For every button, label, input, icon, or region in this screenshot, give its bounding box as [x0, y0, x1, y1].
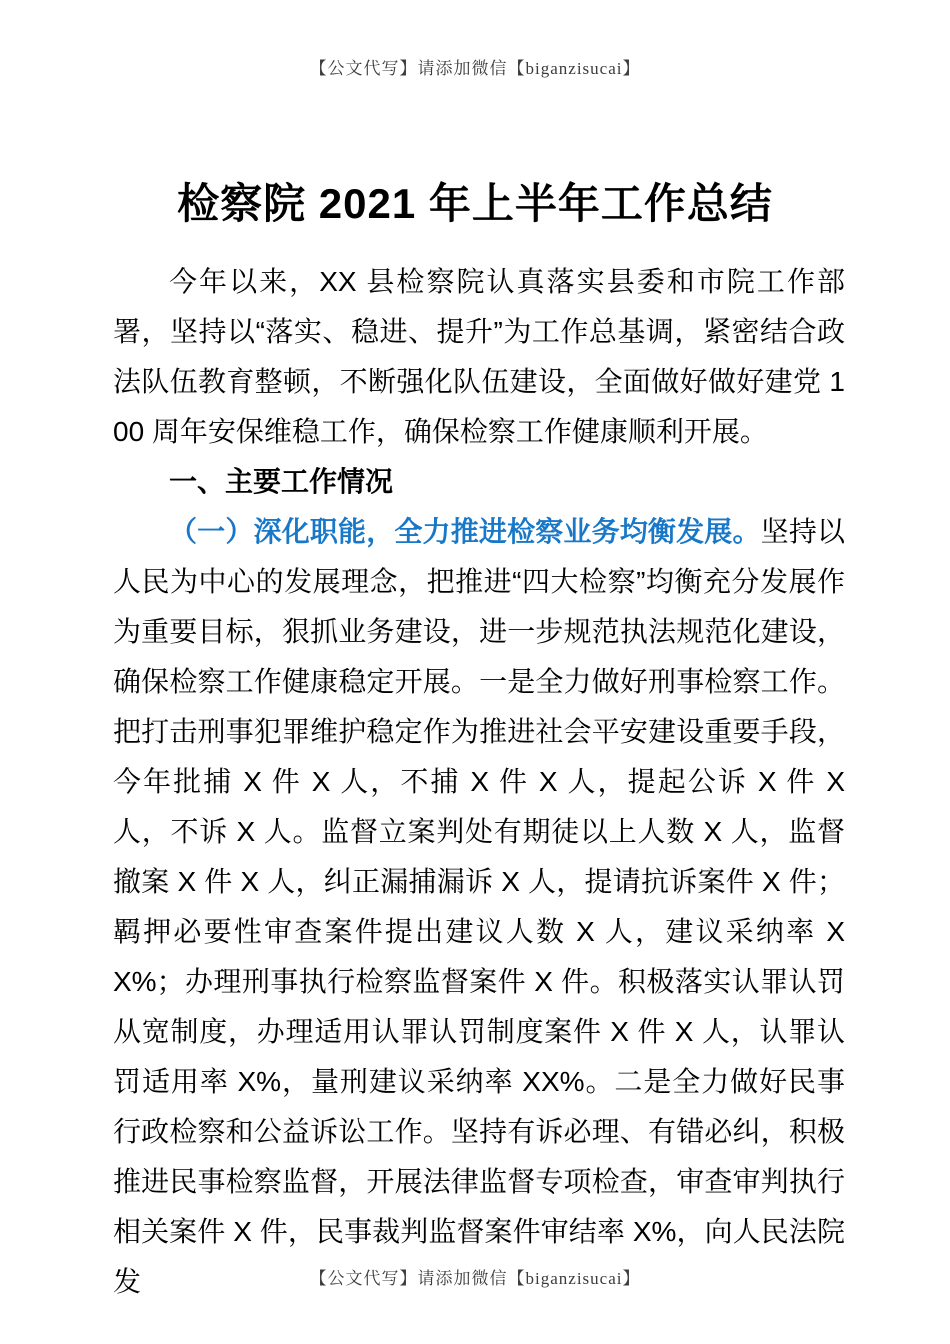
heading-main-work-overview-text: 一、主要工作情况 — [169, 466, 394, 497]
heading-main-work-overview — [113, 457, 845, 507]
paragraph-section-1 — [113, 507, 845, 1307]
document-title: 检察院 2021 年上半年工作总结 — [177, 180, 773, 227]
paragraph-intro-text: 今年以来，XX 县检察院认真落实县委和市院工作部署，坚持以“落实、稳进、提升”为工作总基调，紧密结合政法队伍教育整顿，不断强化队伍建设，全面做好做好建党 100 周年安保维稳工作，确保检察工作健康顺利开展。 — [113, 266, 845, 447]
footer-watermark: 【公文代写】请添加微信【biganzisucai】 — [309, 1269, 641, 1288]
paragraph-intro — [113, 257, 845, 457]
section-1-body-text: 坚持以人民为中心的发展理念，把推进“四大检察”均衡充分发展作为重要目标，狠抓业务建设，进一步规范执法规范化建设，确保检察工作健康稳定开展。一是全力做好刑事检察工作。把打击刑事犯罪维护稳定作为推进社会平安建设重要手段，今年批捕 X 件 X 人，不捕 X 件 X 人，提起公诉 X 件 X 人，不诉 X 人。监督立案判处有期徒以上人数 X 人，监督撤案 X 件 X 人，纠正漏捕漏诉 X 人，提请抗诉案件 X 件；羁押必要性审查案件提出建议人数 X 人，建议采纳率 XX%；办理刑事执行检察监督案件 X 件。积极落实认罪认罚从宽制度，办理适用认罪认罚制度案件 X 件 X 人，认罪认罚适用率 X%，量刑建议采纳率 XX%。二是全力做好民事行政检察和公益诉讼工作。坚持有诉必理、有错必纠，积极推进民事检察监督，开展法律监督专项检查，审查审判执行相关案件 X 件，民事裁判监督案件审结率 X%，向人民法院发 — [113, 516, 845, 1297]
document-body — [113, 257, 845, 1307]
section-1-lead: （一）深化职能，全力推进检察业务均衡发展。 — [169, 516, 761, 547]
header-watermark: 【公文代写】请添加微信【biganzisucai】 — [309, 59, 641, 78]
